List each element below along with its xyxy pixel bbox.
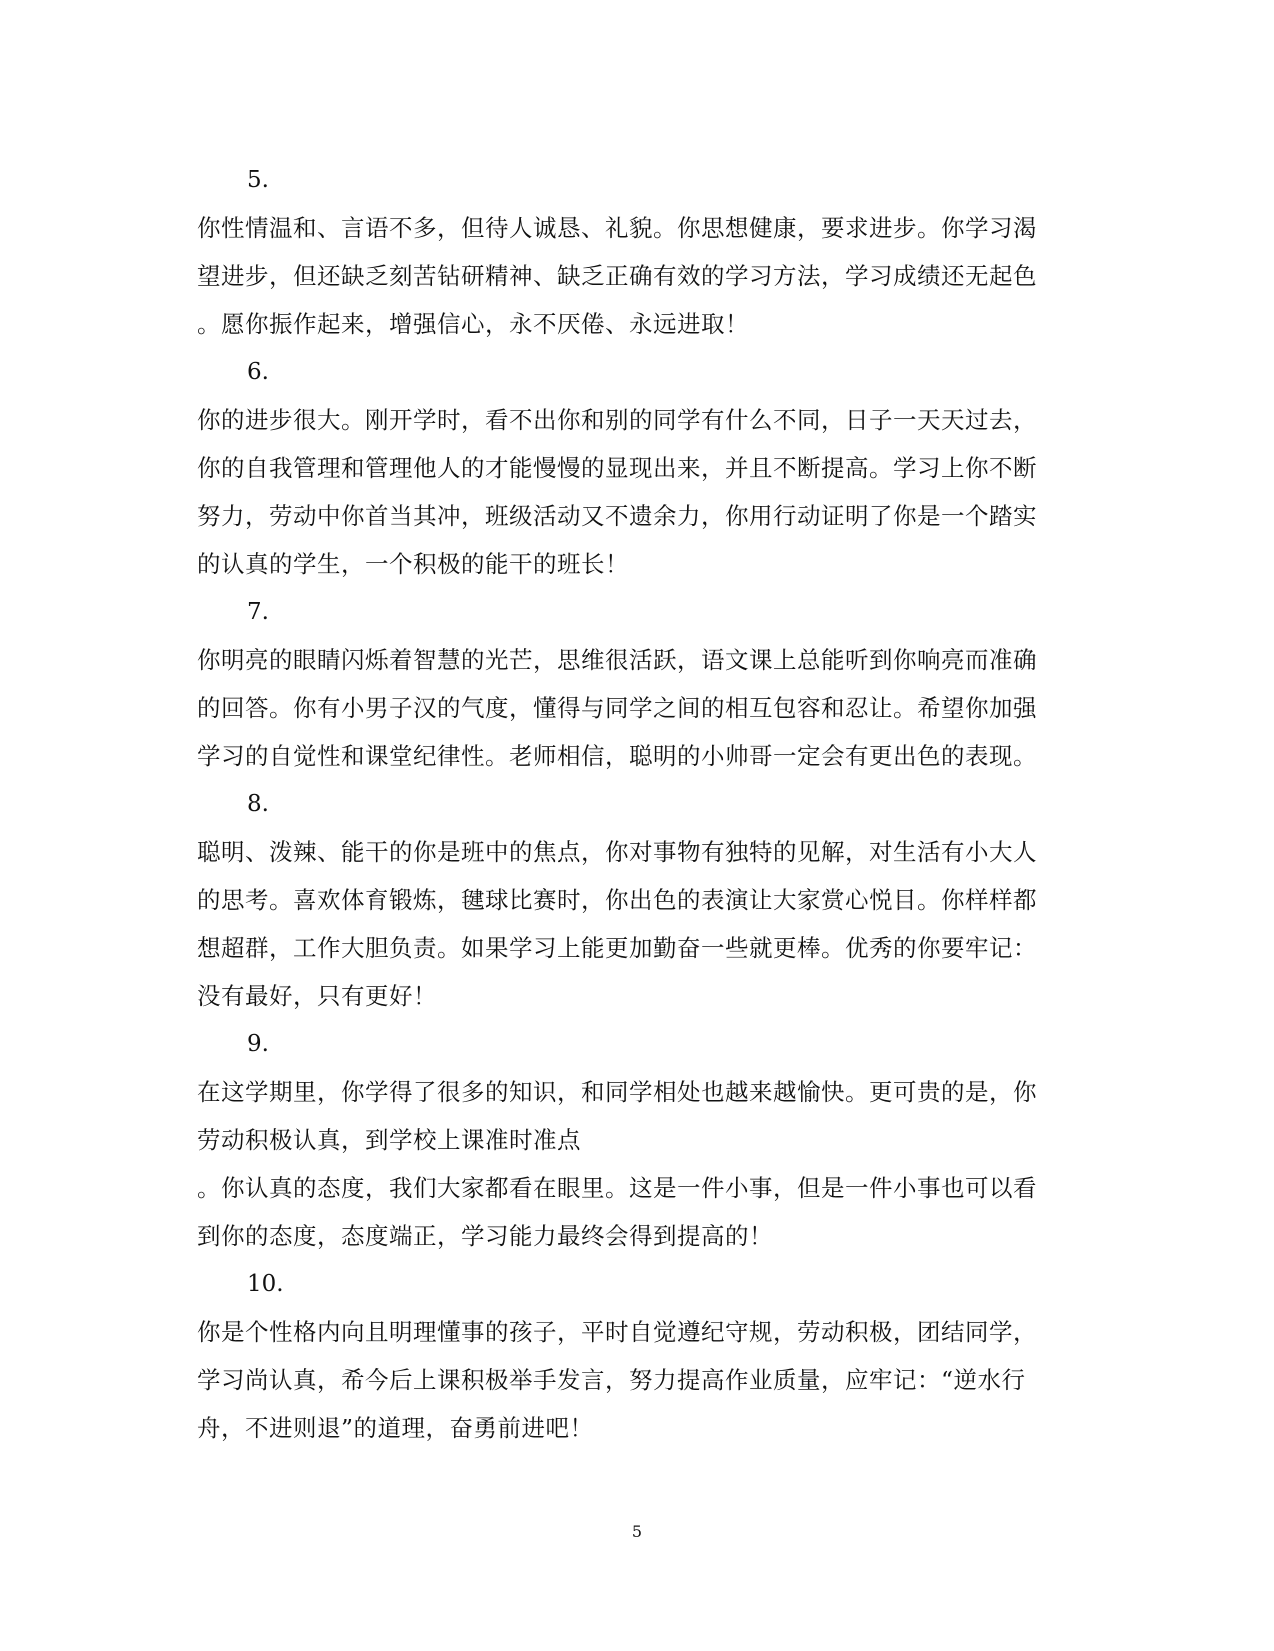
entry-number: 5. — [247, 167, 269, 193]
entry-text-line: 学习尚认真，希今后上课积极举手发言，努力提高作业质量，应牢记：“逆水行 — [197, 1366, 1026, 1394]
entry-number: 8. — [247, 791, 269, 817]
comment-entry-6 — [197, 348, 1077, 588]
entry-text-line: 学习的自觉性和课堂纪律性。老师相信，聪明的小帅哥一定会有更出色的表现。 — [197, 742, 1037, 770]
entry-text-line: 在这学期里，你学得了很多的知识，和同学相处也越来越愉快。更可贵的是，你 — [197, 1078, 1037, 1106]
entry-number: 10. — [247, 1271, 284, 1297]
entry-text-line: 。愿你振作起来，增强信心，永不厌倦、永远进取！ — [197, 310, 749, 338]
page-number: 5 — [631, 1522, 643, 1541]
comment-entry-9 — [197, 1020, 1077, 1260]
document-body — [197, 156, 1077, 1452]
entry-text-line: 。你认真的态度，我们大家都看在眼里。这是一件小事，但是一件小事也可以看 — [197, 1174, 1037, 1202]
entry-text-line: 你的进步很大。刚开学时，看不出你和别的同学有什么不同，日子一天天过去， — [197, 406, 1037, 434]
entry-text-line: 你明亮的眼睛闪烁着智慧的光芒，思维很活跃，语文课上总能听到你响亮而准确 — [197, 646, 1037, 674]
entry-number: 9. — [247, 1031, 269, 1057]
entry-text-line: 没有最好，只有更好！ — [197, 982, 437, 1010]
comment-entry-10 — [197, 1260, 1077, 1452]
comment-entry-8 — [197, 780, 1077, 1020]
entry-text-line: 望进步，但还缺乏刻苦钻研精神、缺乏正确有效的学习方法，学习成绩还无起色 — [197, 262, 1037, 290]
entry-text-line: 聪明、泼辣、能干的你是班中的焦点，你对事物有独特的见解，对生活有小大人 — [197, 838, 1037, 866]
entry-text-line: 的认真的学生，一个积极的能干的班长！ — [197, 550, 629, 578]
entry-text-line: 想超群，工作大胆负责。如果学习上能更加勤奋一些就更棒。优秀的你要牢记： — [197, 934, 1037, 962]
entry-text-line: 你性情温和、言语不多，但待人诚恳、礼貌。你思想健康，要求进步。你学习渴 — [197, 214, 1037, 242]
entry-text-line: 的回答。你有小男子汉的气度，懂得与同学之间的相互包容和忍让。希望你加强 — [197, 694, 1037, 722]
comment-entry-5 — [197, 156, 1077, 348]
entry-text-line: 你是个性格内向且明理懂事的孩子，平时自觉遵纪守规，劳动积极，团结同学， — [197, 1318, 1037, 1346]
entry-text-line: 舟，不进则退”的道理，奋勇前进吧！ — [197, 1414, 594, 1442]
comment-entry-7 — [197, 588, 1077, 780]
entry-number: 6. — [247, 359, 269, 385]
entry-text-line: 劳动积极认真，到学校上课准时准点 — [197, 1126, 581, 1154]
entry-text-line: 你的自我管理和管理他人的才能慢慢的显现出来，并且不断提高。学习上你不断 — [197, 454, 1037, 482]
entry-number: 7. — [247, 599, 269, 625]
entry-text-line: 到你的态度，态度端正，学习能力最终会得到提高的！ — [197, 1222, 773, 1250]
entry-text-line: 的思考。喜欢体育锻炼，毽球比赛时，你出色的表演让大家赏心悦目。你样样都 — [197, 886, 1037, 914]
entry-text-line: 努力，劳动中你首当其冲，班级活动又不遗余力，你用行动证明了你是一个踏实 — [197, 502, 1037, 530]
